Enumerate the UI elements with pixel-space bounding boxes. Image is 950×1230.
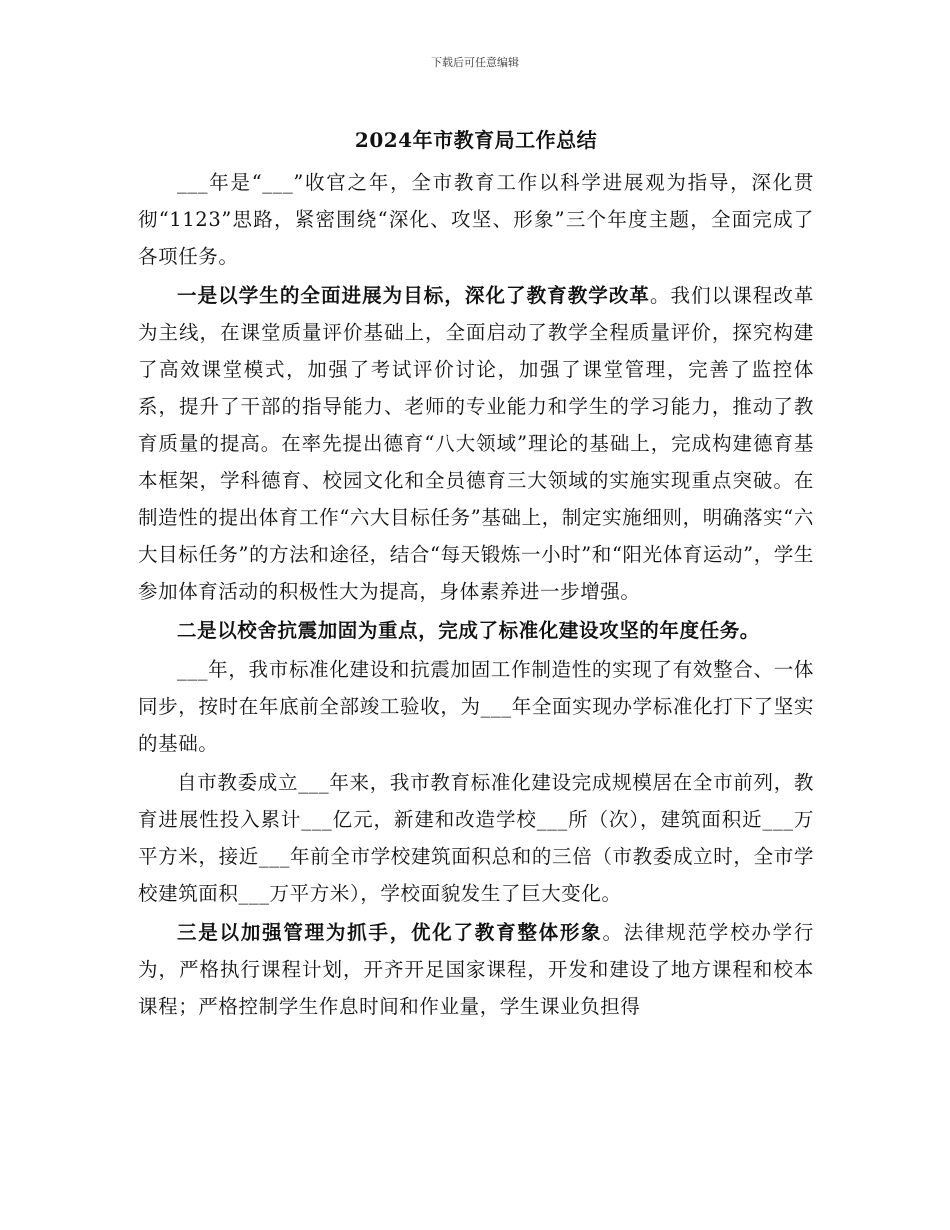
paragraph-lead: 三是以加强管理为抓手，优化了教育整体形象 xyxy=(177,921,603,944)
paragraph-text: 。法律规范学校办学行为，严格执行课程计划，开齐开足国家课程，开发和建设了地方课程和校本课程；严格控制学生作息时间和作业量，学生课业负担得 xyxy=(138,921,814,1018)
header-note: 下载后可任意编辑 xyxy=(431,56,519,69)
paragraph-text: ___年是“___”收官之年，全市教育工作以科学进展观为指导，深化贯彻“1123”思路，紧密围绕“深化、攻坚、形象”三个年度主题，全面完成了各项任务。 xyxy=(138,171,814,268)
paragraph-construction-stats xyxy=(138,764,814,912)
paragraph-text: 。我们以课程改革为主线，在课堂质量评价基础上，全面启动了教学全程质量评价，探究构建了高效课堂模式，加强了考试评价讨论，加强了课堂管理，完善了监控体系，提升了干部的指导能力、老师的专业能力和学生的学习能力，推动了教育质量的提高。在率先提出德育“八大领域”理论的基础上，完成构建德育基本框架，学科德育、校园文化和全员德育三大领域的实施实现重点突破。在制造性的提出体育工作“六大目标任务”基础上，制定实施细则，明确落实“六大目标任务”的方法和途径，结合“每天锻炼一小时”和“阳光体育运动”，学生参加体育活动的积极性大为提高，身体素养进一步增强。 xyxy=(138,284,814,603)
paragraph-lead: 一是以学生的全面进展为目标，深化了教育教学改革 xyxy=(177,284,650,307)
paragraph-text: ___年，我市标准化建设和抗震加固工作制造性的实现了有效整合、一体同步，按时在年底前全部竣工验收，为___年全面实现办学标准化打下了坚实的基础。 xyxy=(138,658,814,755)
paragraph-point-one xyxy=(138,277,814,610)
paragraph-intro xyxy=(138,164,814,275)
paragraph-point-two-detail xyxy=(138,651,814,762)
paragraph-point-two xyxy=(138,612,814,649)
paragraph-lead: 二是以校舍抗震加固为重点，完成了标准化建设攻坚的年度任务。 xyxy=(177,619,760,642)
paragraph-point-three xyxy=(138,914,814,1025)
document-body xyxy=(138,124,814,1027)
paragraph-text: 自市教委成立___年来，我市教育标准化建设完成规模居在全市前列，教育进展性投入累计___亿元，新建和改造学校___所（次），建筑面积近___万平方米，接近___年前全市学校建筑面积总和的三倍（市教委成立时，全市学校建筑面积___万平方米），学校面貌发生了巨大变化。 xyxy=(138,771,814,905)
document-title: 2024年市教育局工作总结 xyxy=(354,128,598,152)
